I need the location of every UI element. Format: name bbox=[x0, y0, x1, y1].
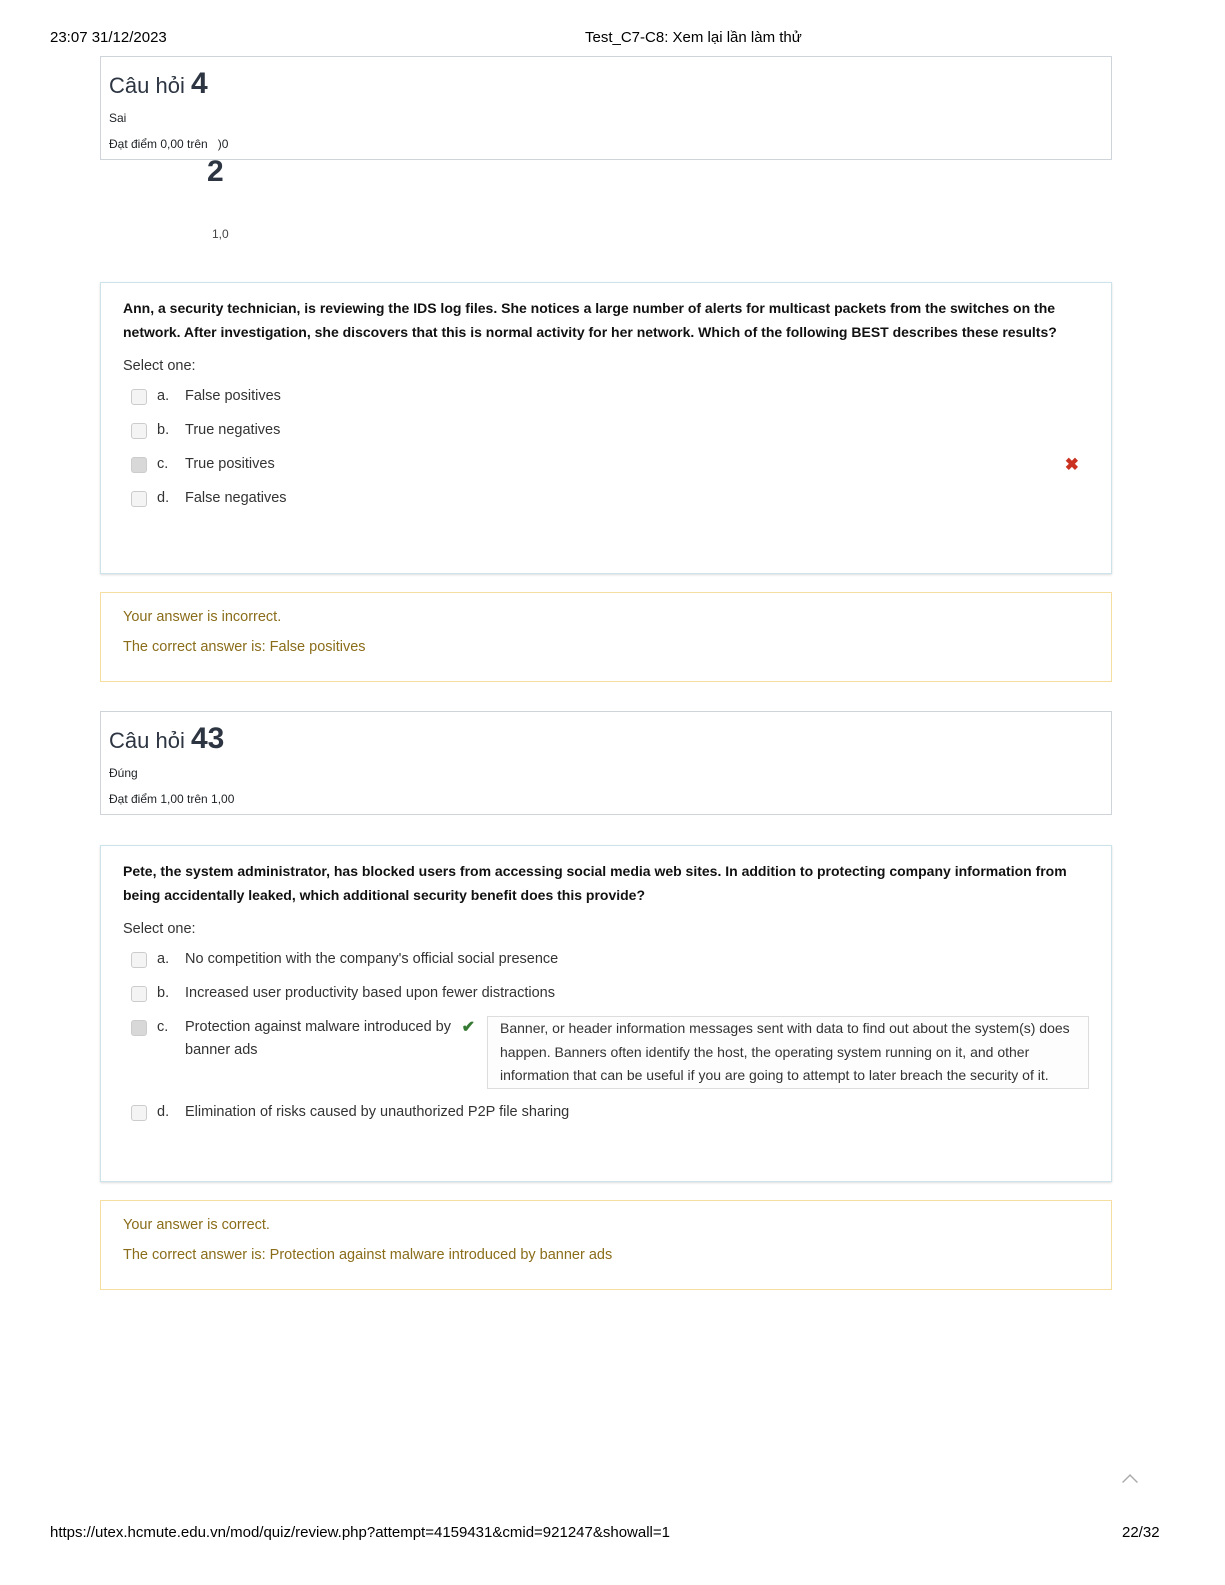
print-url: https://utex.hcmute.edu.vn/mod/quiz/review.php?attempt=4159431&cmid=921247&showall=1 bbox=[50, 1524, 670, 1541]
select-one-label: Select one: bbox=[123, 921, 196, 937]
option-text: False positives bbox=[185, 388, 281, 404]
option-text: Elimination of risks caused by unauthorized P2P file sharing bbox=[185, 1103, 570, 1120]
radio-c-selected[interactable] bbox=[131, 457, 147, 473]
option-letter: d. bbox=[157, 1103, 170, 1120]
radio-a[interactable] bbox=[131, 952, 147, 968]
option-letter: a. bbox=[157, 951, 170, 967]
radio-d[interactable] bbox=[131, 1105, 147, 1121]
radio-b[interactable] bbox=[131, 423, 147, 439]
question-status: Đúng bbox=[109, 766, 138, 780]
select-one-label: Select one: bbox=[123, 358, 196, 374]
question-number-overflow: 2 bbox=[207, 155, 224, 188]
question-text: Ann, a security technician, is reviewing the IDS log files. She notices a large number of alerts for multicast packets from the switches on the network. After investigation, she discovers that this is normal activity for her network. Which of the following BEST describes these results? bbox=[123, 300, 1057, 340]
question-heading bbox=[109, 722, 1103, 756]
feedback-result: Your answer is incorrect. bbox=[123, 609, 282, 625]
radio-b[interactable] bbox=[131, 986, 147, 1002]
answer-option-c[interactable] bbox=[123, 453, 1089, 476]
question-number: 43 bbox=[190, 722, 225, 755]
answer-option-b[interactable] bbox=[123, 982, 1089, 1005]
grade-text: Đạt điểm 0,00 trên bbox=[109, 137, 208, 151]
question-heading bbox=[109, 67, 1103, 101]
option-text: True negatives bbox=[185, 422, 281, 438]
question-label: Câu hỏi bbox=[109, 73, 185, 98]
feedback-43 bbox=[100, 1200, 1112, 1290]
answer-option-d[interactable] bbox=[123, 487, 1089, 510]
feedback-result: Your answer is correct. bbox=[123, 1217, 270, 1233]
question-grade bbox=[109, 137, 1103, 151]
answer-option-a[interactable] bbox=[123, 385, 1089, 408]
answer-option-b[interactable] bbox=[123, 419, 1089, 442]
question-content-43 bbox=[100, 845, 1112, 1182]
option-letter: b. bbox=[157, 985, 170, 1001]
correct-answer: The correct answer is: False positives bbox=[123, 639, 366, 655]
option-letter: c. bbox=[157, 1019, 169, 1035]
radio-a[interactable] bbox=[131, 389, 147, 405]
answer-option-c[interactable] bbox=[123, 1016, 1089, 1089]
option-text: Increased user productivity based upon fewer distractions bbox=[185, 985, 555, 1001]
question-status: Sai bbox=[109, 111, 127, 125]
question-number: 4 bbox=[190, 67, 208, 100]
grade-tail: )0 bbox=[217, 137, 229, 151]
option-letter: d. bbox=[157, 490, 170, 506]
correct-check-icon: ✔ bbox=[461, 1019, 475, 1036]
print-title: Test_C7-C8: Xem lại lần làm thử bbox=[585, 29, 802, 46]
option-letter: a. bbox=[157, 388, 170, 404]
question-label: Câu hỏi bbox=[109, 728, 185, 753]
question-grade: Đạt điểm 1,00 trên 1,00 bbox=[109, 792, 235, 806]
correct-answer: The correct answer is: Protection against malware introduced by banner ads bbox=[123, 1247, 613, 1263]
answer-option-a[interactable] bbox=[123, 948, 1089, 971]
answer-option-d[interactable] bbox=[123, 1101, 1089, 1124]
question-content-4 bbox=[100, 282, 1112, 574]
answer-feedback-tooltip: Banner, or header information messages sent with data to find out about the system(s) does happen. Banners often identify the host, the operating system running on it, and other information that can be useful if you are going to attempt to later breach the security of it. bbox=[487, 1016, 1089, 1089]
incorrect-icon: ✖ bbox=[1064, 455, 1079, 474]
radio-c-selected[interactable] bbox=[131, 1020, 147, 1036]
option-letter: b. bbox=[157, 422, 170, 438]
question-info-43 bbox=[100, 711, 1112, 815]
radio-d[interactable] bbox=[131, 491, 147, 507]
question-info-4 bbox=[100, 56, 1112, 160]
option-text: No competition with the company's official social presence bbox=[185, 951, 559, 967]
option-letter: c. bbox=[157, 456, 169, 472]
grade-overflow: 1,0 bbox=[212, 227, 229, 241]
print-datetime: 23:07 31/12/2023 bbox=[50, 29, 167, 46]
question-text: Pete, the system administrator, has blocked users from accessing social media web sites. In addition to protecting company information from being accidentally leaked, which additional security benefit does this provide? bbox=[123, 863, 1067, 903]
option-text: Protection against malware introduced by banner ads bbox=[185, 1019, 451, 1058]
feedback-4 bbox=[100, 592, 1112, 682]
option-text: False negatives bbox=[185, 490, 287, 506]
option-text: True positives bbox=[185, 456, 275, 472]
scroll-to-top-icon[interactable] bbox=[1122, 1474, 1138, 1490]
page-number: 22/32 bbox=[1122, 1524, 1160, 1541]
